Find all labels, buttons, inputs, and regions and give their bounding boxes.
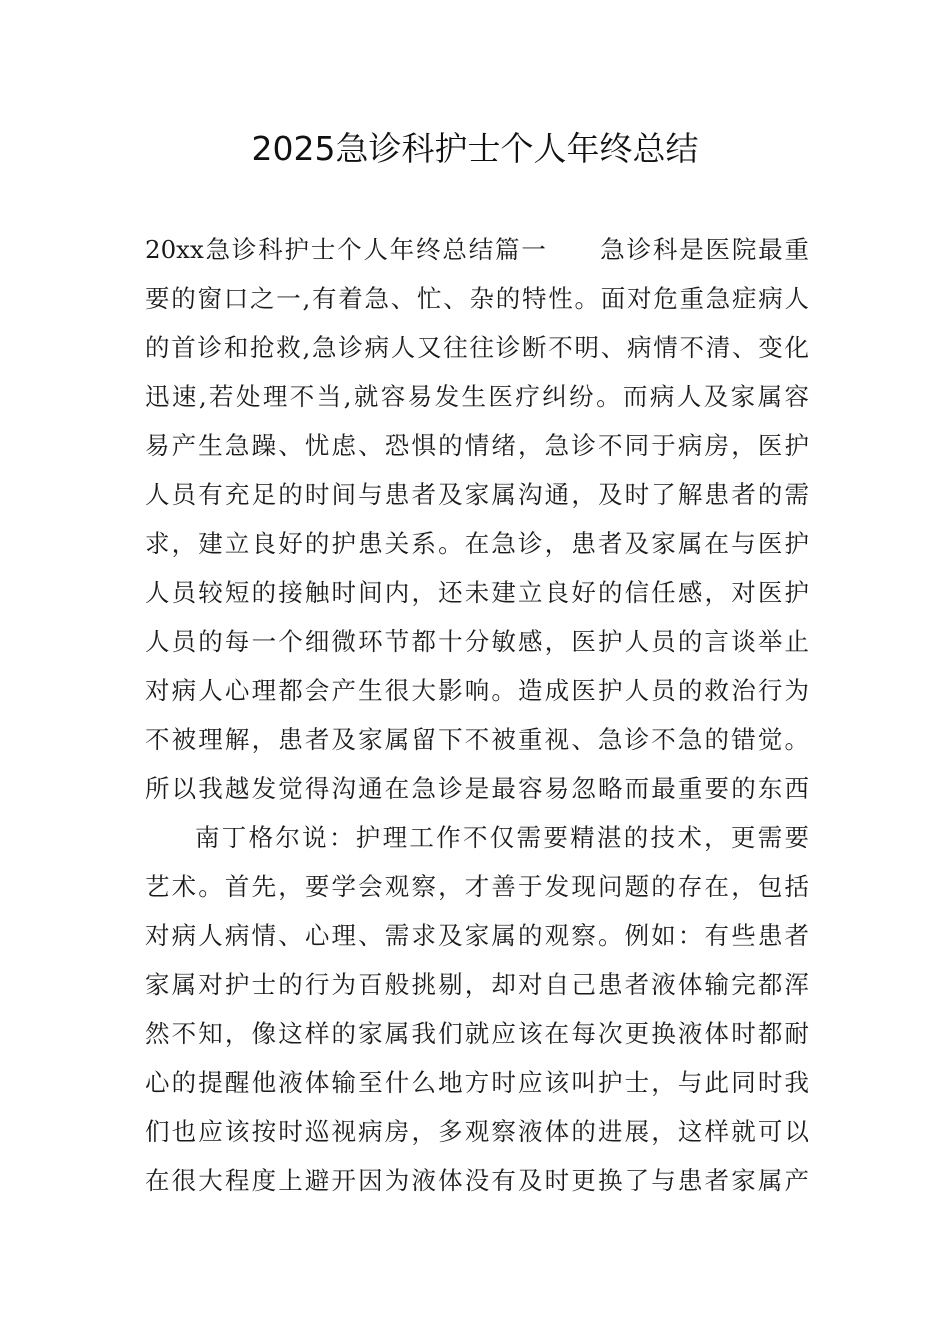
text-line: 的首诊和抢救,急诊病人又往往诊断不明、病情不清、变化 bbox=[145, 333, 809, 362]
text-line: 心的提醒他液体输至什么地方时应该叫护士，与此同时我 bbox=[145, 1068, 809, 1097]
text-line: 迅速,若处理不当,就容易发生医疗纠纷。而病人及家属容 bbox=[145, 382, 809, 411]
text-line: 们也应该按时巡视病房，多观察液体的进展，这样就可以 bbox=[145, 1117, 809, 1146]
text-line: 艺术。首先，要学会观察，才善于发现问题的存在，包括 bbox=[145, 872, 809, 901]
text-line: 人员较短的接触时间内，还未建立良好的信任感，对医护 bbox=[145, 578, 809, 607]
text-line: 在很大程度上避开因为液体没有及时更换了与患者家属产 bbox=[145, 1166, 809, 1195]
paragraph-1 bbox=[145, 225, 809, 813]
paragraph-2 bbox=[145, 813, 809, 1205]
text-line: 不被理解，患者及家属留下不被重视、急诊不急的错觉。 bbox=[145, 725, 809, 754]
text-line: 易产生急躁、忧虑、恐惧的情绪，急诊不同于病房，医护 bbox=[145, 431, 809, 460]
text-line: 南丁格尔说：护理工作不仅需要精湛的技术，更需要 bbox=[195, 823, 809, 852]
document-body bbox=[145, 225, 809, 1205]
text-line: 要的窗口之一,有着急、忙、杂的特性。面对危重急症病人 bbox=[145, 284, 809, 313]
document-title: 2025急诊科护士个人年终总结 bbox=[251, 129, 699, 168]
text-line: 求，建立良好的护患关系。在急诊，患者及家属在与医护 bbox=[145, 529, 809, 558]
text-line: 人员的每一个细微环节都十分敏感，医护人员的言谈举止 bbox=[145, 627, 809, 656]
text-line: 然不知，像这样的家属我们就应该在每次更换液体时都耐 bbox=[145, 1019, 809, 1048]
text-line: 家属对护士的行为百般挑剔，却对自己患者液体输完都浑 bbox=[145, 970, 809, 999]
text-line: 对病人心理都会产生很大影响。造成医护人员的救治行为 bbox=[145, 676, 809, 705]
text-line: 20xx急诊科护士个人年终总结篇一 急诊科是医院最重 bbox=[145, 235, 809, 264]
text-line: 所以我越发觉得沟通在急诊是最容易忽略而最重要的东西 bbox=[145, 774, 809, 803]
text-line: 对病人病情、心理、需求及家属的观察。例如：有些患者 bbox=[145, 921, 809, 950]
text-line: 人员有充足的时间与患者及家属沟通，及时了解患者的需 bbox=[145, 480, 809, 509]
